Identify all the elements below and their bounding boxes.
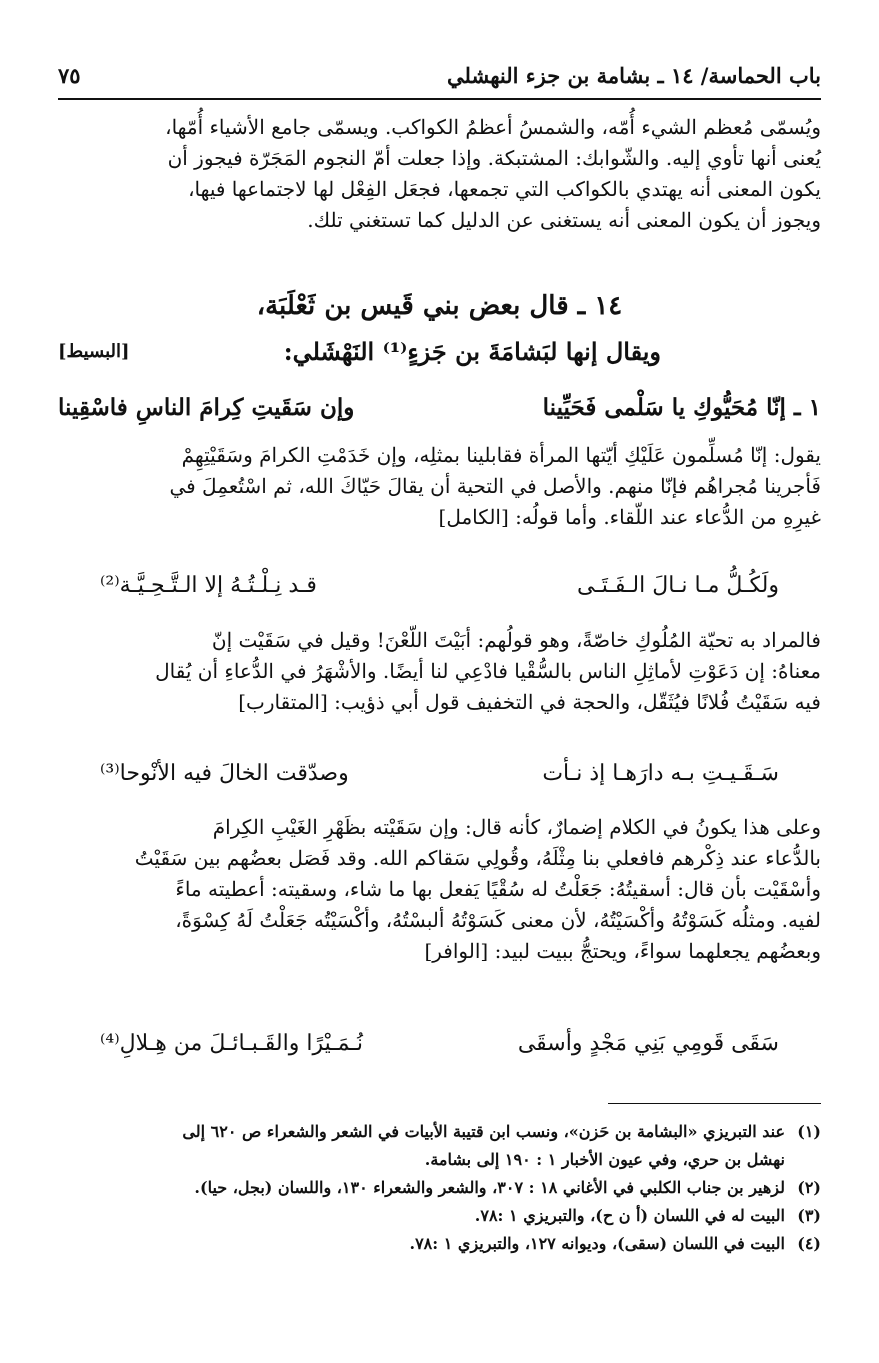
poem-heading: ١٤ ـ قال بعض بني قَيس بن ثَعْلَبَة، — [256, 291, 623, 321]
verse-first-hemistich: ولَكُـلُّ مـا نـالَ الـفَـتَـى — [576, 572, 779, 598]
verse-line — [100, 564, 779, 606]
footnote — [58, 1174, 821, 1202]
text-line: معناهُ: إن دَعَوْتِ لأماثِلِ الناس بالسُّقْيا فادْعِي لنا أيضًا. والأشْهَرُ في الدُّعاءِ أن يُقال — [155, 659, 821, 683]
footnotes — [58, 1118, 821, 1258]
poem-attribution — [58, 330, 821, 374]
footnote-text: البيت في اللسان (سقى)، وديوانه ١٢٧، والتبريزي ١ :٧٨. — [409, 1234, 785, 1253]
verse-first-hemistich: سَقَى قَومِي بَنِي مَجْدٍ وأسقَى — [517, 1030, 779, 1056]
footnote-line: عند التبريزي «البشامة بن حَزن»، ونسب ابن قتيبة الأبيات في الشعر والشعراء ص ٦٢٠ إلى — [182, 1122, 785, 1141]
verse-line — [58, 386, 821, 428]
text-line: وأسْقَيْت بأن قال: أسقيتُهُ: جَعَلْتُ له سُقْيًا يَفعل بها ما شاء، وسقيته: أعطيته ماءً — [175, 877, 821, 901]
page-number: ٧٥ — [58, 62, 81, 88]
text-line: بالدُّعاء عند ذِكْرهم فافعلي بنا مِثْلَهُ، وقُولِي سَقاكم الله. وقد فَصَل بعضُهم بين سَقَيْتُ — [134, 846, 821, 870]
text-line: لفيه. ومثلُه كَسَوْتُهُ وأكْسَيْتُهُ، لأن معنى كَسَوْتُهُ ألبسْتُهُ، وأكْسَيْتُه جَعَلْتُ لَهُ كِسْوَةً، — [175, 908, 821, 932]
commentary-paragraph — [58, 440, 821, 533]
meter-label: [البسيط] — [58, 341, 130, 362]
text-line: فالمراد به تحيّة المُلُوكِ خاصّةً، وهو قولُهم: أبَيْتَ اللّعْنَ! وقيل في سَقَيْت إنّ — [211, 628, 821, 652]
footnote-text — [58, 1118, 785, 1174]
intro-paragraph — [58, 112, 821, 236]
poem-subtitle: ويقال إنها لبَشامَةَ بن جَزءٍ⁽¹⁾ النَهْشَلي: — [283, 337, 661, 366]
footnote-text: لزهير بن جناب الكلبي في الأغاني ١٨ : ٣٠٧، والشعر والشعراء ١٣٠، واللسان (بجل، حيا). — [194, 1178, 785, 1197]
meter-label: [المتقارب] — [238, 690, 328, 714]
footnote — [58, 1202, 821, 1230]
verse-second-hemistich: نُـمَـيْرًا والقَـبـائـلَ من هِـلالِ⁽⁴⁾ — [100, 1030, 363, 1056]
text-line: ويُسمّى مُعظم الشيء أُمّه، والشمسُ أعظمُ الكواكب. ويسمّى جامع الأشياء أُمّها، — [165, 115, 821, 139]
verse-line — [100, 752, 779, 794]
text-line: وعلى هذا يكونُ في الكلام إضمارٌ، كأنه قال: وإن سَقَيْته بظَهْرِ الغَيْبِ الكِرامَ — [212, 815, 821, 839]
text-span: وبعضُهم يجعلهما سواءً، ويحتجُّ ببيت لبيد: — [494, 939, 821, 963]
text-line: يقول: إنّا مُسلِّمون عَلَيْكِ أيّتها المرأة فقابلينا بمثلِه، وإن خَدَمْتِ الكرامَ وسَقَيْتِهِمْ — [181, 443, 821, 467]
text-line: يكون المعنى أنه يهتدي بالكواكب التي تجمعها، فجعَل الفِعْل لها لاجتماعها فيها، — [188, 177, 821, 201]
verse-first-hemistich: سَـقَـيـتِ بـه دارَهـا إذ نـأت — [542, 760, 779, 786]
chapter-title: باب الحماسة/ ١٤ ـ بشامة بن جزء النهشلي — [447, 62, 821, 88]
text-line: فَأجرينا مُجراهُم فإنّا منهم. والأصل في التحية أن يقالَ حَيّاكَ الله، ثم اسْتُعمِلَ في — [169, 474, 821, 498]
verse-second-hemistich: وصدّقت الخالَ فيه الأنْوحا⁽³⁾ — [100, 760, 349, 786]
text-line: ويجوز أن يكون المعنى أنه يستغنى عن الدليل كما تستغني تلك. — [307, 208, 821, 232]
footnote-number: (١) — [797, 1122, 821, 1141]
commentary-paragraph — [58, 625, 821, 718]
footnote-line: نهشل بن حري، وفي عيون الأخبار ١ : ١٩٠ إلى بشامة. — [424, 1150, 785, 1169]
meter-label: [الكامل] — [438, 505, 509, 529]
verse-second-hemistich: قـد نِـلْـتُـهُ إلا الـتَّـحِـيَّـة⁽²⁾ — [100, 572, 317, 598]
footnote-number: (٤) — [797, 1234, 821, 1253]
text-line — [58, 936, 821, 967]
verse-line — [100, 1022, 779, 1064]
meter-label: [الوافر] — [424, 939, 489, 963]
text-span: غيرِهِ من الدُّعاء عند اللّقاء. وأما قولُه: — [515, 505, 821, 529]
verse-first-hemistich: ١ ـ إنّا مُحَيُّوكِ يا سَلْمى فَحَيِّينا — [542, 393, 821, 421]
footnote-number: (٢) — [797, 1178, 821, 1197]
header-rule — [58, 98, 821, 100]
footnote-text: البيت له في اللسان (أ ن ح)، والتبريزي ١ :٧٨. — [474, 1206, 785, 1225]
footnote-number: (٣) — [797, 1206, 821, 1225]
commentary-paragraph — [58, 812, 821, 967]
text-line: يُعنى أنها تأوي إليه. والشّوابك: المشتبكة. وإذا جعلت أمّ النجوم المَجَرّة فيجوز أن — [167, 146, 821, 170]
text-line — [58, 502, 821, 533]
text-line — [58, 687, 821, 718]
footnote — [58, 1230, 821, 1258]
footnote-rule — [608, 1103, 821, 1104]
verse-second-hemistich: وإن سَقَيتِ كِرامَ الناسِ فاسْقِينا — [58, 393, 355, 421]
footnote — [58, 1118, 821, 1174]
running-head — [58, 55, 821, 95]
text-span: فيه سَقَيْتُ فُلانًا فيُثَقّل، والحجة في التخفيف قول أبي ذؤيب: — [334, 690, 821, 714]
